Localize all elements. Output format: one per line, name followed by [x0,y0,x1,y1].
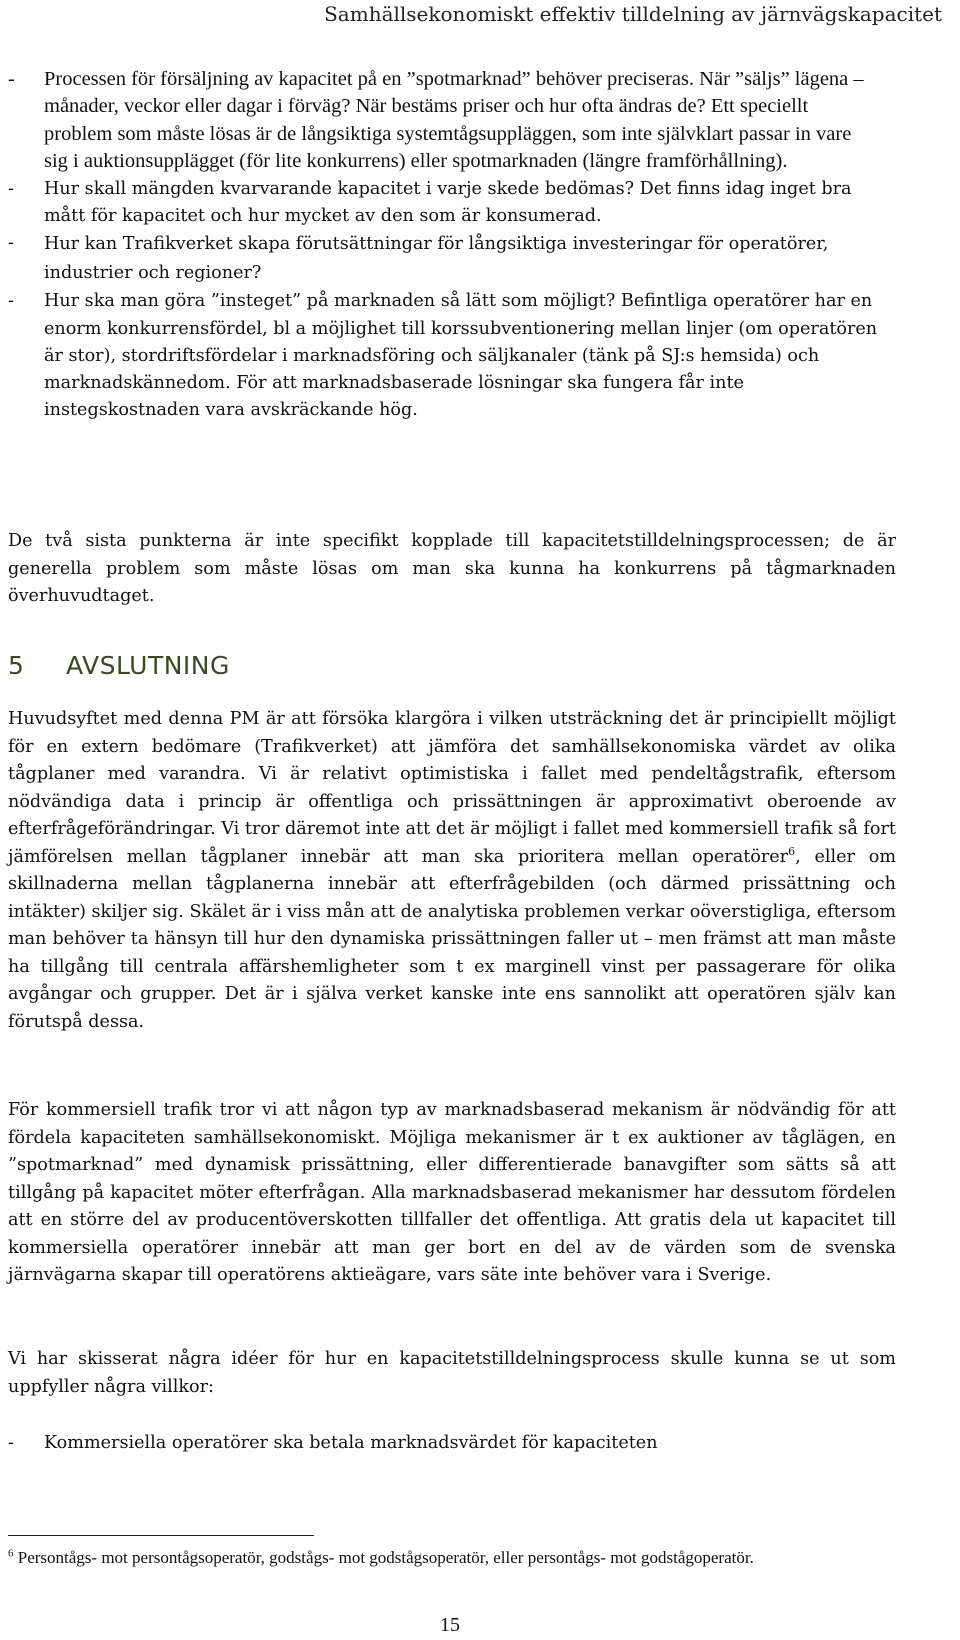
footnote-ref: 6 [788,844,796,858]
bullet-text: Hur ska man göra ”insteget” på marknaden så lätt som möjligt? Befintliga operatörer har en enorm konkurrensfördel, bl a möjlighet till korssubventionering mellan linjer (om operatören är stor), stordriftsfördelar i marknadsföring och säljkanaler (tänk på SJ:s hemsida) och marknadskännedom. För att marknadsbaserade lösningar ska fungera får inte instegskostnaden vara avskräckande hög. [44,291,878,421]
running-header: Samhällsekonomiskt effektiv tilldelning av järnvägskapacitet [324,2,942,26]
bullet-text: Hur skall mängden kvarvarande kapacitet i varje skede bedömas? Det finns idag inget bra mått för kapacitet och hur mycket av den som är konsumerad. [44,178,852,226]
bullet-dash: - [8,178,14,199]
page-number: 15 [440,1614,460,1636]
bullet-dash: - [8,291,14,312]
bullet-text: Hur kan Trafikverket skapa förutsättningar för långsiktiga investeringar för operatörer, industrier och regioner? [44,234,829,284]
list-item [8,66,878,176]
bullet-dash: - [8,68,15,90]
bullet-dash: - [8,233,14,254]
bullet-list [8,66,878,425]
footnote-text: Persontågs- mot persontågsoperatör, godstågs- mot godstågsoperatör, eller persontågs- mot godstågoperatör. [13,1548,754,1567]
paragraph: Vi har skisserat några idéer för hur en kapacitetstilldelningsprocess skulle kunna se ut som uppfyller några villkor: [8,1349,896,1397]
footnote-number: 6 [8,1547,14,1560]
footnote-divider [8,1535,314,1536]
list-item [8,176,878,231]
bullet-text: Kommersiella operatörer ska betala marknadsvärdet för kapaciteten [44,1433,658,1453]
section-number: 5 [8,651,25,680]
footnote [8,1545,878,1571]
paragraph: För kommersiell trafik tror vi att någon typ av marknadsbaserad mekanism är nödvändig för att fördela kapaciteten samhällsekonomiskt. Möjliga mekanismer är t ex auktioner av tåglägen, en ”spotmarknad” med dynamisk prissättning, eller differentierade banavgifter som sätts så att tillgång på kapacitet möter efterfrågan. Alla marknadsbaserad mekanismer har dessutom fördelen att en större del av producentöverskotten tillfaller det offentliga. Att gratis dela ut kapacitet till kommersiella operatörer innebär att man ger bort en del av de värden som de svenska järnvägarna skapar till operatörens aktieägare, vars säte inte behöver vara i Sverige. [8,1100,896,1285]
bullet-dash: - [8,1433,14,1453]
list-item [8,230,878,288]
section-title: AVSLUTNING [66,651,230,680]
list-item [8,288,878,424]
paragraph-text: Huvudsyftet med denna PM är att försöka klargöra i vilken utsträckning det är principiellt möjligt för en extern bedömare (Trafikverket) att jämföra det samhällsekonomiska värdet av olika tågplaner med varandra. Vi är relativt optimistiska i fallet med pendeltågstrafik, eftersom nödvändiga data i princip är offentliga och prissättningen är approximativt oberoende av efterfrågeförändringar. Vi tror däremot inte att det är möjligt i fallet med kommersiell trafik så fort jämförelsen mellan tågplaner innebär att man ska prioritera mellan operatörer [8,709,896,867]
paragraph: De två sista punkterna är inte specifikt kopplade till kapacitetstilldelningsprocessen; de är generella problem som måste lösas om man ska kunna ha konkurrens på tågmarknaden överhuvudtaget. [8,531,896,606]
paragraph [8,706,896,1036]
bullet-text: Processen för försäljning av kapacitet på en ”spotmarknad” behöver preciseras. När ”säljs” lägena – månader, veckor eller dagar i förväg? När bestäms priser och hur ofta ändras de? Ett speciellt problem som måste lösas är de långsiktiga systemtågsuppläggen, som inte självklart passar in vare sig i auktionsupplägget (för lite konkurrens) eller spotmarknaden (längre framförhållning). [44,68,864,173]
section-heading [8,651,230,680]
paragraph-text: , eller om skillnaderna mellan tågplanerna innebär att efterfrågebilden (och därmed prissättning och intäkter) skiljer sig. Skälet är i viss mån att de analytiska problemen verkar oöverstigliga, eftersom man behöver ta hänsyn till hur den dynamiska prissättningen faller ut – men främst att man måste ha tillgång till centrala affärshemligheter som t ex marginell vinst per passagerare för olika avgångar och grupper. Det är i själva verket kanske inte ens sannolikt att operatören själv kan förutspå dessa. [8,846,896,1032]
